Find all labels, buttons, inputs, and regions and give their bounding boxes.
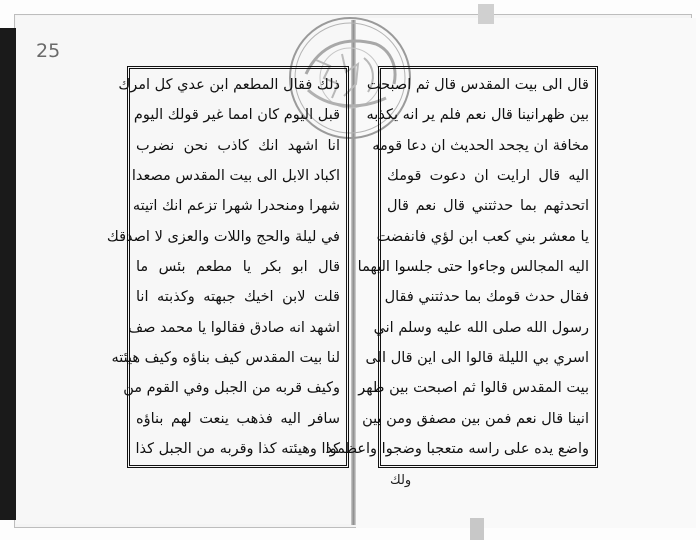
text-line: اليه قال ارايت ان دعوت قومك — [387, 167, 589, 184]
catchword: ولك — [390, 473, 412, 488]
text-line: واضع يده على راسه متعجبا وضجوا واعظموا — [325, 440, 589, 457]
text-line: مخافة ان يجحد الحديث ان دعا قومه — [372, 137, 589, 154]
text-line: شهرا ومنحدرا شهرا تزعم انك اتيته — [132, 198, 340, 215]
text-line: اكباد الابل الى بيت المقدس مصعدا — [131, 167, 340, 184]
text-line: اليه المجالس وجاءوا حتى جلسوا اليهما — [357, 258, 589, 275]
text-line: قال ابو بكر يا مطعم بئس ما — [136, 258, 340, 275]
text-line: كذا وهيئته كذا وقربه من الجبل كذا — [135, 440, 340, 457]
page-number: 25 — [36, 40, 61, 62]
text-line: في ليلة والحج واللات والعزى لا اصدقك — [106, 228, 340, 245]
text-line: يا معشر بني كعب ابن لؤي فانفضت — [376, 228, 589, 245]
text-line: انا اشهد انك كاذب نحن نضرب — [136, 137, 340, 154]
text-line: ذلك فقال المطعم ابن عدي كل امرك — [118, 77, 340, 93]
text-line: بيت المقدس قالوا ثم اصبحت بين ظهر — [358, 380, 589, 397]
book-edge-binding — [0, 28, 16, 520]
text-line: لنا بيت المقدس كيف بناؤه وكيف هيئته — [111, 349, 340, 366]
text-line: اتحدثهم بما حدثتني قال نعم قال — [387, 198, 589, 215]
right-text-frame — [325, 66, 598, 468]
text-line: سافر اليه فذهب ينعت لهم بناؤه — [136, 410, 340, 427]
text-line: رسول الله صلى الله عليه وسلم اني — [373, 319, 589, 336]
paper-tab-top — [478, 4, 494, 24]
text-line: فقال حدث قومك بما حدثتني فقال — [384, 289, 589, 306]
text-line: قال الى بيت المقدس قال ثم اصبحت — [366, 77, 589, 93]
paper-tab-bottom — [470, 518, 484, 540]
text-line: بين ظهرانينا قال نعم فلم ير انه يكذبه — [366, 107, 589, 124]
text-line: وكيف قربه من الجبل وفي القوم من — [123, 380, 340, 397]
text-line: انينا قال نعم فمن بين مصفق ومن بين — [362, 410, 589, 427]
text-line: اشهد انه صادق فقالوا يا محمد صف — [128, 319, 340, 336]
left-text-frame — [106, 66, 349, 468]
text-line: اسري بي الليلة قالوا الى اين قال الى — [365, 349, 589, 366]
text-line: قلت لابن اخيك جبهته وكذبته انا — [136, 289, 340, 306]
text-line: قبل اليوم كان امما غير قولك اليوم — [133, 107, 340, 124]
